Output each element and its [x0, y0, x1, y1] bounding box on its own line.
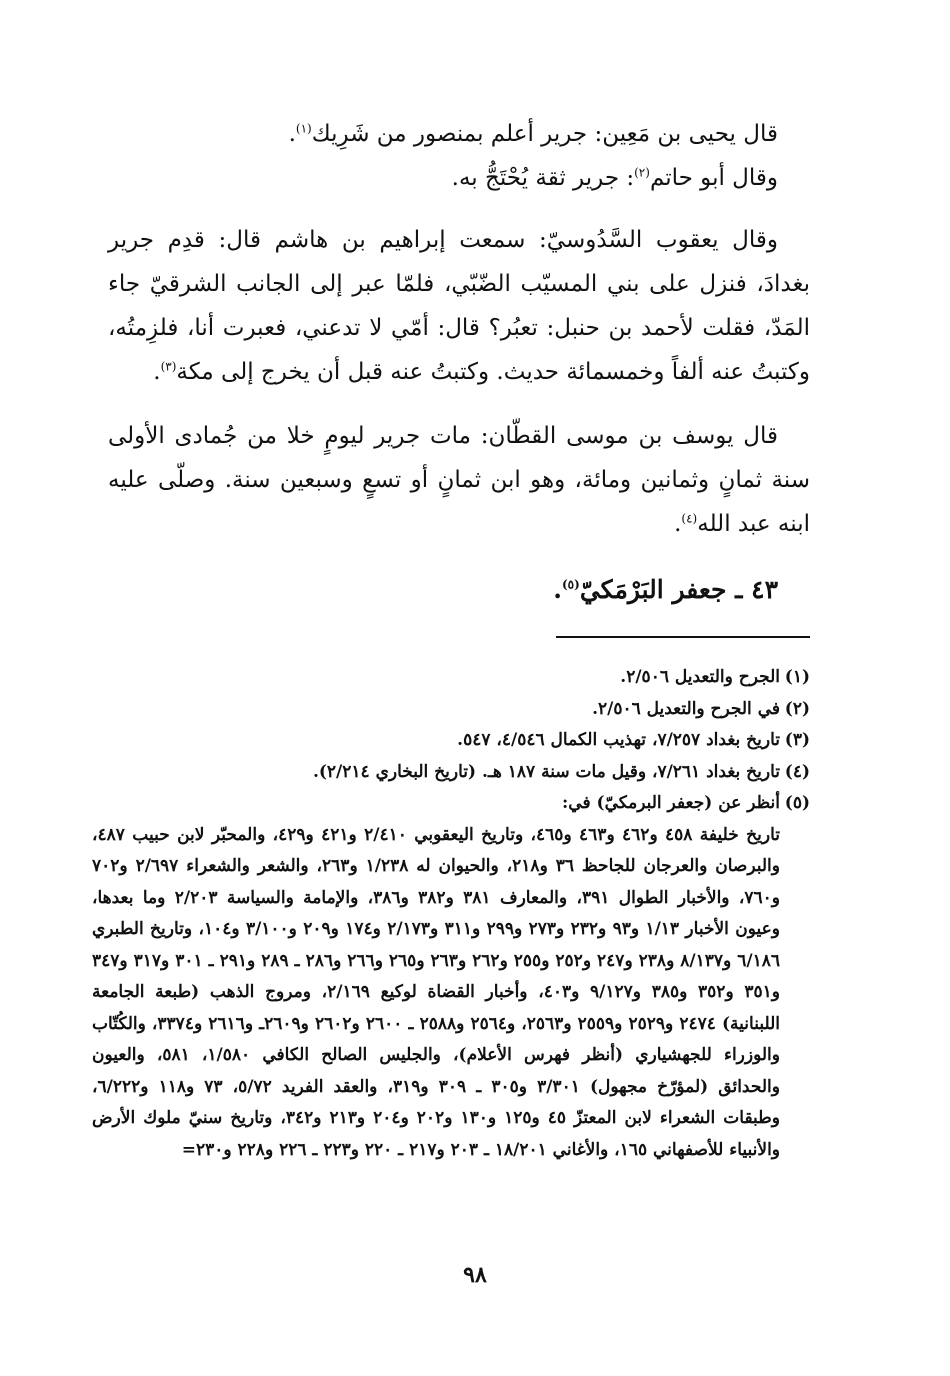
footnote-5-text: أنظر عن (جعفر البرمكيّ) في:: [562, 793, 780, 813]
footnote-marker-4[interactable]: (٤): [681, 511, 698, 526]
footnote-separator: [556, 636, 810, 638]
footnote-3-number: (٣): [784, 730, 810, 750]
footnote-5-sources: تاريخ خليفة ٤٥٨ و٤٦٢ و٤٦٣ و٤٦٥، وتاريخ اليعقوبي ٢/٤١٠ و٤٢١ و٤٢٩، والمحبّر لابن حبيب ٤٨٧، والبرصان والعرجان للجاحظ ٣٦ و٢١٨، والحيوان له ١/٢٣٨ و٢٦٣، والشعر والشعراء ٢/٦٩٧ و٧٠٢ و٧٦٠، والأخبار الطوال ٣٩١، والمعارف ٣٨١ و٣٨٢ و٣٨٦، والإمامة والسياسة ٢/٢٠٣ وما بعدها، وعيون الأخبار ١/١٣ و٩٣ و٢٣٢ و٢٧٣ و٢٩٩ و٣١١ و٢/١٧٣ و١٧٤ و٢٠٩ و٣/١٠٠ و١٠٤، وتاريخ الطبري ٦/١٨٦ و٨/١٣٧ و٢٣٨ و٢٤٧ و٢٥٢ و٢٥٥ و٢٦٢ و٢٦٣ و٢٦٥ و٢٦٦ و٢٨٦ ـ ٢٨٩ و٢٩١ ـ ٣٠١ و٣١٧ و٣٤٧ و٣٥١ و٣٥٢ و٣٨٥ و٩/١٢٧ و٤٠٣، وأخبار القضاة لوكيع ٢/١٦٩، ومروج الذهب (طبعة الجامعة اللبنانية) ٢٤٧٤ و٢٥٢٩ و٢٥٥٩ و٢٥٦٣، و٢٥٦٤ و٢٥٨٨ ـ ٢٦٠٠ و٢٦٠٢ و٢٦٠٩ـ و٢٦١٦ و٣٣٧٤، والكُتّاب والوزراء للجهشياري (أنظر فهرس الأعلام)، والجليس الصالح الكافي ١/٥٨٠، ٥٨١، والعيون والحدائق (لمؤرّخ مجهول) ٣/٣٠١ و٣٠٥ ـ ٣٠٩ و٣١٩، والعقد الفريد ٥/٧٢، ٧٣ و١١٨ و٦/٢٢٢، وطبقات الشعراء لابن المعتزّ ٤٥ و١٢٥ و١٣٠ و٢٠٢ و٢٠٤ و٢١٣ و٣٤٢، وتاريخ سنيّ ملوك الأرض والأنبياء للأصفهاني ١٦٥، والأغاني ١٨/٢٠١ ـ ٢٠٣ و٢١٧ ـ ٢٢٠ و٢٢٣ ـ ٢٢٦ و٢٢٨ و٢٣٠=: [92, 824, 780, 1160]
footnote-3-text: تاريخ بغداد ٧/٢٥٧، تهذيب الكمال ٤/٥٤٦، ٥٤٧.: [457, 730, 780, 750]
footnote-1-text: الجرح والتعديل ٢/٥٠٦.: [620, 667, 780, 687]
paragraph-4: [108, 414, 810, 546]
paragraph-2-end: : جرير ثقة يُحْتَجُّ به.: [451, 165, 635, 191]
footnote-marker-3[interactable]: (٣): [160, 359, 177, 374]
footnote-1: [92, 662, 810, 694]
page-number: ٩٨: [463, 1262, 487, 1288]
paragraph-2: [108, 156, 810, 200]
entry-heading-end: .: [553, 575, 562, 604]
paragraph-3-text: وقال يعقوب السَّدُوسيّ: سمعت إبراهيم بن هاشم قال: قدِم جرير بغدادَ، فنزل على بني المسيّب الضّبّي، فلمّا عبر إلى الجانب الشرقيّ جاء المَدّ، فقلت لأحمد بن حنبل: تعبُر؟ قال: أمّي لا تدعني، فعبرت أنا، فلزِمتُه، وكتبتُ عنه ألفاً وخمسمائة حديث. وكتبتُ عنه قبل أن يخرج إلى مكة: [108, 227, 810, 385]
footnote-1-number: (١): [784, 667, 810, 687]
footnote-2: [92, 694, 810, 726]
footnote-5-number: (٥): [784, 793, 810, 813]
entry-heading-text: ٤٣ ـ جعفر البَرْمَكيّ: [579, 575, 778, 604]
paragraph-3-end: .: [153, 359, 161, 385]
entry-heading: [108, 568, 810, 612]
paragraph-1-end: .: [288, 121, 296, 147]
paragraph-4-end: .: [674, 511, 682, 537]
footnote-5: [92, 788, 810, 820]
footnote-4-number: (٤): [784, 761, 810, 782]
paragraph-3: [108, 218, 810, 394]
footnote-4-text: تاريخ بغداد ٧/٢٦١، وقيل مات سنة ١٨٧ هـ. (تاريخ البخاري ٢/٢١٤).: [312, 761, 780, 782]
footnote-marker-5[interactable]: (٥): [561, 577, 580, 592]
footnote-3: [92, 725, 810, 757]
footnote-4: [92, 757, 810, 789]
footnote-2-text: في الجرح والتعديل ٢/٥٠٦.: [592, 698, 780, 719]
paragraph-1-text: قال يحيى بن مَعِين: جرير أعلم بمنصور من شَرِيك: [311, 121, 778, 147]
paragraph-2-text: وقال أبو حاتم: [649, 165, 778, 191]
footnote-marker-1[interactable]: (١): [295, 121, 312, 136]
footnotes: [92, 662, 810, 1166]
footnote-marker-2[interactable]: (٢): [634, 165, 650, 180]
footnote-2-number: (٢): [784, 698, 810, 719]
main-text: [108, 112, 810, 612]
paragraph-1: [108, 112, 810, 156]
paragraph-4-text: قال يوسف بن موسى القطّان: مات جرير ليومٍ خلا من جُمادى الأولى سنة ثمانٍ وثمانين ومائة، وهو ابن ثمانٍ أو تسعٍ وسبعين سنة. وصلّى عليه ابنه عبد الله: [108, 423, 810, 537]
